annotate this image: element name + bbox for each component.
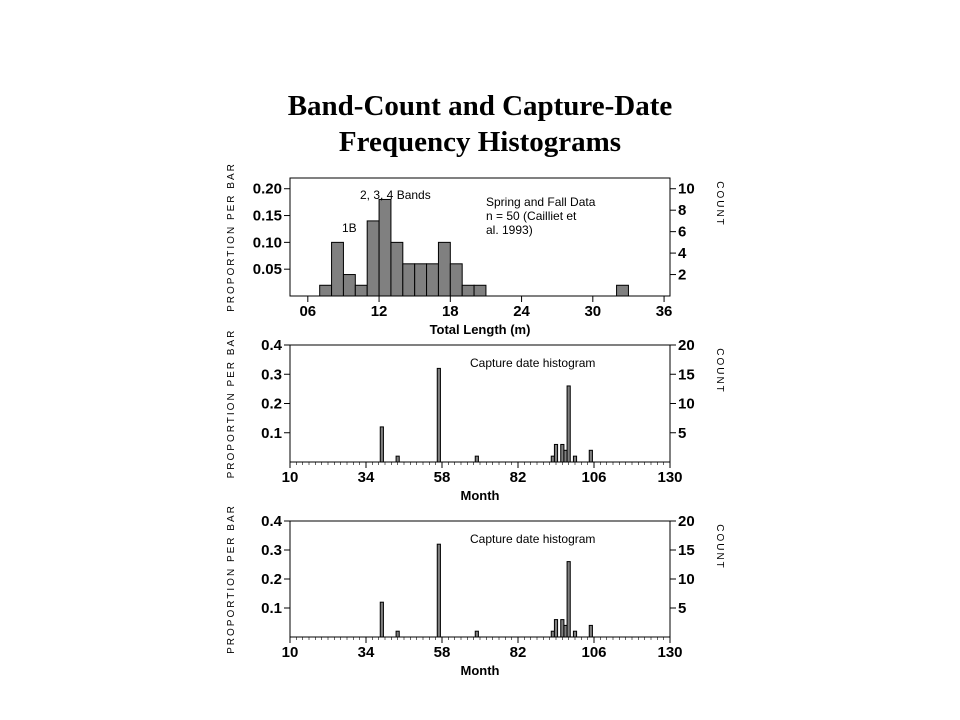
histogram-bar <box>343 275 355 296</box>
histogram-bar <box>415 264 427 296</box>
histogram-bar <box>438 242 450 296</box>
chart-panel-length <box>226 162 725 337</box>
x-tick-label: 130 <box>657 644 683 661</box>
histogram-bar <box>391 242 403 296</box>
histogram-bar <box>403 264 415 296</box>
y-tick-label: 0.1 <box>261 424 282 442</box>
x-tick-label: 34 <box>357 469 375 486</box>
annotation-source: Spring and Fall Data <box>486 195 596 209</box>
y-tick-label: 0.4 <box>261 337 282 354</box>
annotation-bands: 2, 3, 4 Bands <box>360 188 431 202</box>
histogram-bar <box>437 544 440 637</box>
y2-tick-label: 5 <box>678 600 687 617</box>
y2-tick-label: 2 <box>678 266 687 284</box>
y2-tick-label: 10 <box>678 395 695 413</box>
x-tick-label: 82 <box>509 644 527 661</box>
histogram-bar <box>396 631 399 637</box>
y2-tick-label: 20 <box>678 513 695 530</box>
histogram-bar <box>427 264 439 296</box>
x-axis-label: Total Length (m) <box>429 322 531 337</box>
histogram-bar <box>380 602 383 637</box>
x-tick-label: 10 <box>281 469 299 486</box>
x-tick-label: 130 <box>657 469 683 486</box>
histogram-bar <box>474 285 486 296</box>
y2-axis-label: COUNT <box>714 181 725 227</box>
histogram-bar <box>396 456 399 462</box>
y-tick-label: 0.20 <box>252 180 282 198</box>
histogram-bar <box>573 456 576 462</box>
y2-tick-label: 10 <box>678 180 695 198</box>
y2-axis-label: COUNT <box>714 348 725 394</box>
y2-tick-label: 6 <box>678 223 687 241</box>
x-tick-label: 36 <box>655 303 673 320</box>
x-tick-label: 18 <box>441 303 459 320</box>
y-tick-label: 0.10 <box>252 234 282 252</box>
y-tick-label: 0.2 <box>261 395 282 413</box>
y-tick-label: 0.2 <box>261 571 282 588</box>
annotation-capture-date: Capture date histogram <box>470 356 596 370</box>
y2-axis-label: COUNT <box>714 524 725 570</box>
histogram-bar <box>462 285 474 296</box>
histogram-bar <box>367 221 379 296</box>
histogram-bar <box>450 264 462 296</box>
histogram-bar <box>475 631 478 637</box>
y-axis-label: PROPORTION PER BAR <box>226 328 237 479</box>
y-tick-label: 0.3 <box>261 542 282 559</box>
histogram-bar <box>380 427 383 462</box>
y-axis-label: PROPORTION PER BAR <box>226 162 237 312</box>
histogram-bar <box>332 242 344 296</box>
histogram-bar <box>320 285 332 296</box>
y2-tick-label: 10 <box>678 571 695 588</box>
x-tick-label: 06 <box>299 303 317 320</box>
histogram-bar <box>437 368 440 462</box>
histogram-bar <box>589 625 592 637</box>
histogram-bar <box>567 386 570 462</box>
histogram-bar <box>567 562 570 637</box>
histogram-bar <box>617 285 629 296</box>
y-tick-label: 0.3 <box>261 366 282 384</box>
chart-panel-capture-1 <box>226 329 725 503</box>
histogram-bar <box>355 285 367 296</box>
y2-tick-label: 5 <box>678 424 687 442</box>
x-axis-label: Month <box>460 488 500 503</box>
x-tick-label: 82 <box>509 469 527 486</box>
x-tick-label: 34 <box>357 644 375 661</box>
y-tick-label: 0.4 <box>261 513 282 530</box>
x-tick-label: 58 <box>433 644 451 661</box>
y2-tick-label: 4 <box>678 245 687 263</box>
title-line-2: Frequency Histograms <box>338 126 622 158</box>
x-tick-label: 58 <box>433 469 451 486</box>
histogram-bar <box>554 444 557 462</box>
x-tick-label: 12 <box>370 303 388 320</box>
x-tick-label: 24 <box>513 303 530 320</box>
histogram-bar <box>554 620 557 637</box>
annotation-source: n = 50 (Cailliet et <box>486 209 577 223</box>
annotation-one-band: 1B <box>342 221 357 235</box>
y2-tick-label: 20 <box>678 337 695 354</box>
x-tick-label: 106 <box>581 469 607 486</box>
y-tick-label: 0.1 <box>261 600 282 617</box>
chart-panel-capture-2 <box>226 504 725 678</box>
x-tick-label: 30 <box>584 303 602 320</box>
x-axis-label: Month <box>460 663 500 678</box>
y-tick-label: 0.15 <box>252 207 282 225</box>
y2-tick-label: 15 <box>678 542 695 559</box>
x-tick-label: 10 <box>281 644 299 661</box>
annotation-source: al. 1993) <box>486 223 533 237</box>
x-tick-label: 106 <box>581 644 607 661</box>
title-line-1: Band-Count and Capture-Date <box>287 90 673 122</box>
histogram-bar <box>589 450 592 462</box>
annotation-capture-date: Capture date histogram <box>470 532 596 546</box>
y2-tick-label: 15 <box>678 366 695 384</box>
histogram-bar <box>379 199 391 296</box>
histogram-bar <box>475 456 478 462</box>
y2-tick-label: 8 <box>678 202 687 220</box>
histogram-bar <box>573 631 576 637</box>
y-tick-label: 0.05 <box>252 261 282 279</box>
y-axis-label: PROPORTION PER BAR <box>226 504 237 654</box>
